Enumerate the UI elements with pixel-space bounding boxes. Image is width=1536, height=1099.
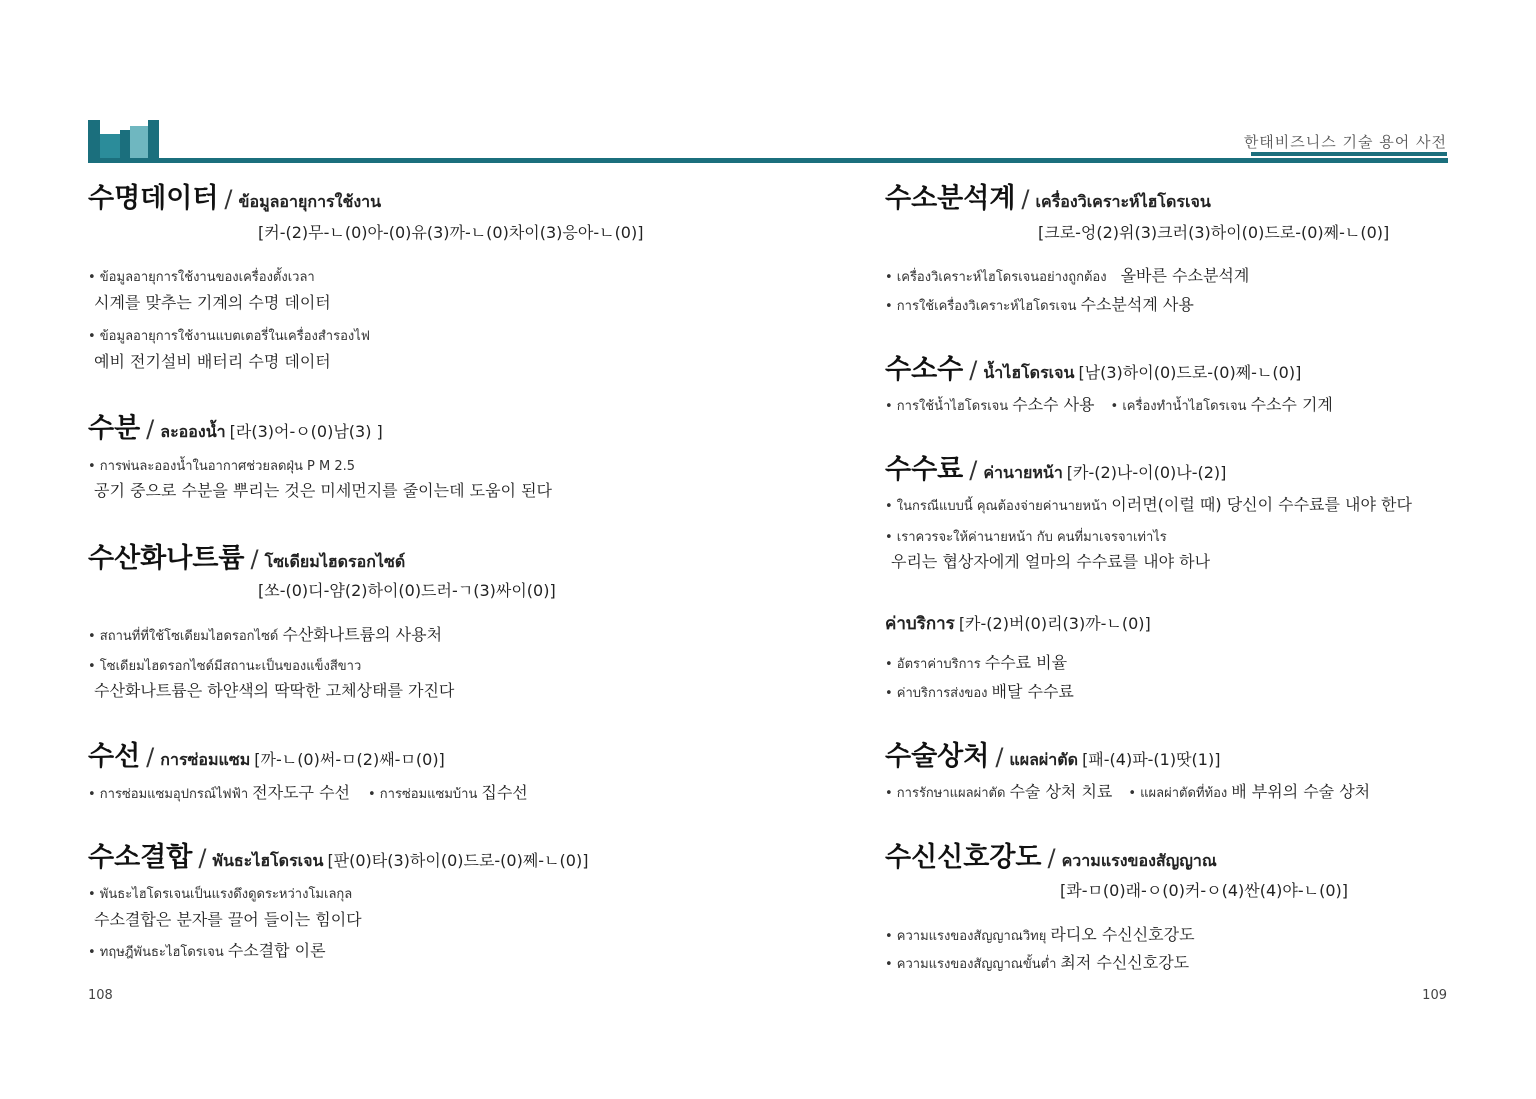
entry-term: 수산화나트륨 [88,543,245,574]
entry-term: 수술상처 [885,741,990,772]
example-thai: • โซเดียมไฮดรอกไซด์มีสถานะเป็นของแข็งสีขาว [88,659,362,674]
example-thai: • ในกรณีแบบนี้ คุณต้องจ่ายค่านายหน้า [885,499,1108,514]
entry-pronunciation: [카-(2)나-이(0)나-(2)] [1066,463,1227,482]
example-thai: • พันธะไฮโดรเจนเป็นแรงดึงดูดระหว่างโมเลกุล [88,887,353,902]
example-korean: 라디오 수신신호강도 [1050,925,1195,944]
example-thai: • แผลผ่าตัดที่ท้อง [1128,786,1228,801]
header-rule [88,158,1448,163]
entry-term: 수분 [88,413,141,444]
example-thai: • เราควรจะให้ค่านายหน้า กับ คนที่มาเจรจาเท่าไร [885,530,1167,545]
example-korean: 수소수 사용 [1012,395,1095,414]
entry-term: ค่าบริการ [885,614,955,634]
entry-term: 수소수 [885,354,964,385]
example-thai: • เครื่องทำน้ำไฮโดรเจน [1110,399,1247,414]
entry-thai: ความแรงของสัญญาณ [1061,851,1217,870]
example-thai: • เครื่องวิเคราะห์ไฮโดรเจนอย่างถูกต้อง [885,270,1107,285]
example-thai: • อัตราค่าบริการ [885,657,981,672]
entry-term: 수소분석계 [885,183,1016,214]
example-korean: 이러면(이럴 때) 당신이 수수료를 내야 한다 [1111,495,1412,514]
entry-thai: น้ำไฮโดรเจน [983,363,1075,382]
example-thai: • ข้อมูลอายุการใช้งานของเครื่องตั้งเวลา [88,270,315,285]
example-korean: 배 부위의 수술 상처 [1231,782,1371,801]
example-korean: 최저 수신신호강도 [1060,953,1190,972]
header-title: 한태비즈니스 기술 용어 사전 [1243,133,1447,151]
entry-term: 수신신호강도 [885,842,1042,873]
example-korean: 공기 중으로 수분을 뿌리는 것은 미세먼지를 줄이는데 도움이 된다 [94,481,553,500]
page-number-left: 108 [88,988,113,1003]
example-thai: • การซ่อมแซมอุปกรณ์ไฟฟ้า [88,787,249,802]
example-thai: • การรักษาแผลผ่าตัด [885,786,1006,801]
entry-pronunciation: [쏘-(0)디-얌(2)하이(0)드러-ㄱ(3)싸이(0)] [258,581,556,600]
header-title-underline [1251,152,1447,156]
entry-pronunciation: [까-ㄴ(0)써-ㅁ(2)쌔-ㅁ(0)] [254,750,445,769]
example-korean: 예비 전기설비 배터리 수명 데이터 [94,352,331,371]
entry-pronunciation: [카-(2)버(0)리(3)까-ㄴ(0)] [958,614,1151,633]
example-korean: 배달 수수료 [991,682,1074,701]
entry-term: 수선 [88,741,141,772]
example-korean: 수수료 비율 [984,653,1068,672]
example-thai: • ทฤษฎีพันธะไฮโดรเจน [88,945,224,960]
example-korean: 시계를 맞추는 기계의 수명 데이터 [94,293,331,312]
entry-thai: พันธะไฮโดรเจน [212,851,324,870]
example-korean: 수산화나트륨의 사용처 [282,625,443,644]
entry-pronunciation: [남(3)하이(0)드로-(0)쩨-ㄴ(0)] [1078,363,1302,382]
entry-pronunciation: [커-(2)무-ㄴ(0)아-(0)유(3)까-ㄴ(0)차이(3)응아-ㄴ(0)] [258,223,644,242]
example-thai: • ข้อมูลอายุการใช้งานแบตเตอรี่ในเครื่องสำรองไฟ [88,329,370,344]
example-korean: 집수선 [481,783,528,802]
example-korean: 수소수 기계 [1250,395,1333,414]
entry-thai: โซเดียมไฮดรอกไซด์ [264,552,406,571]
example-korean: 수소결합 이론 [227,941,326,960]
example-thai: • การใช้เครื่องวิเคราะห์ไฮโดรเจน [885,299,1077,314]
example-thai: • การพ่นละอองน้ำในอากาศช่วยลดฝุ่น P M 2.5 [88,459,356,474]
example-thai: • สถานที่ที่ใช้โซเดียมไฮดรอกไซด์ [88,629,279,644]
example-korean: 수산화나트륨은 하얀색의 딱딱한 고체상태를 가진다 [94,681,455,700]
example-thai: • ความแรงของสัญญาณขั้นต่ำ [885,957,1057,972]
example-korean: 우리는 협상자에게 얼마의 수수료를 내야 하나 [891,552,1211,571]
entry-pronunciation: [판(0)타(3)하이(0)드로-(0)쩨-ㄴ(0)] [327,851,589,870]
entry-term: 수수료 [885,454,964,485]
entry-thai: แผลผ่าตัด [1009,750,1079,769]
example-thai: • การใช้น้ำไฮโดรเจน [885,399,1009,414]
example-korean: 전자도구 수선 [252,783,350,802]
example-korean: 수소분석계 사용 [1080,295,1194,314]
entry-thai: ข้อมูลอายุการใช้งาน [238,192,382,211]
entry-pronunciation: [라(3)어-ㅇ(0)남(3) ] [229,422,383,441]
example-korean: 수소결합은 분자를 끌어 들이는 힘이다 [94,910,362,929]
page-number-right: 109 [1422,988,1447,1003]
example-korean: 올바른 수소분석계 [1120,266,1250,285]
entry-thai: เครื่องวิเคราะห์ไฮโดรเจน [1035,192,1211,211]
example-korean: 수술 상처 치료 [1009,782,1113,801]
entry-thai: ค่านายหน้า [983,463,1063,482]
header-logo-blocks [88,118,160,160]
example-thai: • ความแรงของสัญญาณวิทยุ [885,929,1047,944]
entry-pronunciation: [패-(4)파-(1)땃(1)] [1082,750,1221,769]
entry-thai: ละอองน้ำ [160,422,226,441]
example-thai: • การซ่อมแซมบ้าน [367,787,478,802]
example-thai: • ค่าบริการส่งของ [885,686,988,701]
entry-term: 수소결합 [88,842,193,873]
entry-thai: การซ่อมแซม [160,750,251,769]
entry-pronunciation: [콰-ㅁ(0)래-ㅇ(0)커-ㅇ(4)싼(4)야-ㄴ(0)] [1060,881,1349,900]
entry-term: 수명데이터 [88,183,219,214]
entry-pronunciation: [크로-엉(2)위(3)크러(3)하이(0)드로-(0)쩨-ㄴ(0)] [1038,223,1390,242]
